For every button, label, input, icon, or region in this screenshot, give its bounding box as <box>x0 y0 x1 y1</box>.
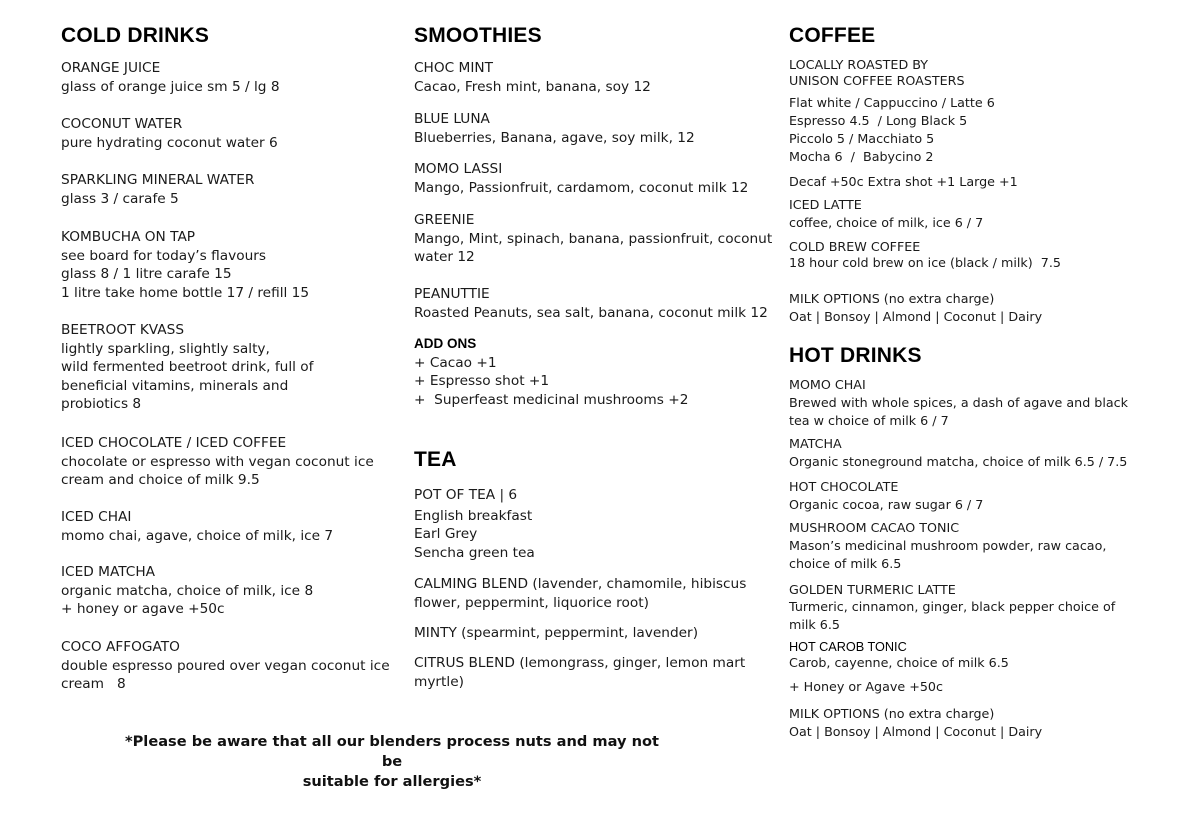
hot-drinks-heading: HOT DRINKS <box>789 344 922 367</box>
item-desc: 18 hour cold brew on ice (black / milk) 7.5 <box>789 255 1061 270</box>
menu-item-golden-turmeric-latte <box>789 582 1129 634</box>
item-desc: lightly sparkling, slightly salty, <box>61 340 270 357</box>
menu-item-peanuttie <box>414 285 769 322</box>
item-name: ICED LATTE <box>789 197 862 212</box>
item-desc: CALMING BLEND (lavender, chamomile, hibiscus <box>414 576 747 592</box>
item-desc: MINTY (spearmint, peppermint, lavender) <box>414 625 699 641</box>
menu-item-iced-matcha <box>61 563 396 619</box>
item-desc: double espresso poured over vegan coconut ice <box>61 657 390 674</box>
coffee-milk-options <box>789 290 1129 326</box>
coffee-extras-line: Decaf +50c Extra shot +1 Large +1 <box>789 174 1018 189</box>
menu-item-calming-blend <box>414 575 769 612</box>
menu-item-beetroot-kvass <box>61 321 396 414</box>
item-name: MATCHA <box>789 436 842 451</box>
item-desc: CITRUS BLEND (lemongrass, ginger, lemon mart <box>414 655 746 671</box>
item-name: ORANGE JUICE <box>61 60 161 76</box>
item-desc: English breakfast <box>414 507 533 524</box>
menu-item-citrus-blend <box>414 654 769 691</box>
item-desc: pure hydrating coconut water 6 <box>61 134 278 151</box>
item-name: MOMO LASSI <box>414 161 503 177</box>
item-name: CHOC MINT <box>414 60 493 76</box>
item-name: GREENIE <box>414 212 475 228</box>
allergy-notice-line: *Please be aware that all our blenders process nuts and may not be <box>124 733 659 770</box>
add-ons-heading: ADD ONS <box>414 336 477 351</box>
item-desc: glass 8 / 1 litre carafe 15 <box>61 266 232 283</box>
item-desc: Mango, Passionfruit, cardamom, coconut milk 12 <box>414 179 749 196</box>
hot-drinks-honey-addon <box>789 678 1129 696</box>
item-desc: myrtle) <box>414 673 464 690</box>
item-desc: choice of milk 6.5 <box>789 556 902 571</box>
menu-item-hot-carob-tonic <box>789 639 1129 671</box>
menu-item-cold-brew <box>789 239 1129 271</box>
add-on-item: + Espresso shot +1 <box>414 373 550 390</box>
item-desc: cream 8 <box>61 676 126 693</box>
menu-item-sparkling-water <box>61 171 396 208</box>
menu-item-choc-mint <box>414 59 769 96</box>
menu-item-kombucha <box>61 228 396 302</box>
coffee-price-line: Mocha 6 / Babycino 2 <box>789 149 934 164</box>
coffee-roaster <box>789 57 1129 89</box>
item-name: HOT CAROB TONIC <box>789 640 907 654</box>
item-desc: organic matcha, choice of milk, ice 8 <box>61 582 314 599</box>
menu-item-minty <box>414 624 769 643</box>
item-desc: Blueberries, Banana, agave, soy milk, 12 <box>414 129 695 146</box>
menu-item-momo-lassi <box>414 160 769 197</box>
menu-item-iced-chai <box>61 508 396 545</box>
hot-drinks-milk-options <box>789 705 1129 741</box>
item-name: PEANUTTIE <box>414 286 490 302</box>
menu-item-momo-chai <box>789 376 1129 430</box>
honey-addon-line: + Honey or Agave +50c <box>789 679 943 694</box>
item-desc: tea w choice of milk 6 / 7 <box>789 413 949 428</box>
item-desc: Earl Grey <box>414 526 478 543</box>
menu-item-iced-latte <box>789 196 1129 232</box>
item-desc: beneficial vitamins, minerals and <box>61 377 289 394</box>
item-name: ICED CHOCOLATE / ICED COFFEE <box>61 435 287 451</box>
item-desc: wild fermented beetroot drink, full of <box>61 359 314 376</box>
allergy-notice-line: suitable for allergies* <box>302 773 482 790</box>
item-name: BLUE LUNA <box>414 111 490 127</box>
milk-options-list: Oat | Bonsoy | Almond | Coconut | Dairy <box>789 309 1043 324</box>
coffee-price-line: Espresso 4.5 / Long Black 5 <box>789 113 968 128</box>
allergy-notice <box>118 732 666 792</box>
menu-item-blue-luna <box>414 110 769 147</box>
roaster-line: UNISON COFFEE ROASTERS <box>789 73 965 88</box>
menu-item-iced-chocolate-coffee <box>61 434 396 490</box>
item-desc: probiotics 8 <box>61 396 142 413</box>
item-name: COLD BREW COFFEE <box>789 239 921 254</box>
menu-item-hot-chocolate <box>789 478 1129 514</box>
item-name: ICED CHAI <box>61 509 132 525</box>
coffee-extras <box>789 173 1129 191</box>
menu-item-orange-juice <box>61 59 396 96</box>
item-desc: Organic stoneground matcha, choice of milk 6.5 / 7.5 <box>789 454 1128 469</box>
item-desc: flower, peppermint, liquorice root) <box>414 594 649 611</box>
item-name: MUSHROOM CACAO TONIC <box>789 520 960 535</box>
item-desc: + honey or agave +50c <box>61 601 225 618</box>
item-name: KOMBUCHA ON TAP <box>61 229 196 245</box>
item-desc: coffee, choice of milk, ice 6 / 7 <box>789 215 984 230</box>
item-name: HOT CHOCOLATE <box>789 479 899 494</box>
item-desc: Sencha green tea <box>414 544 535 561</box>
add-ons-section <box>414 335 769 409</box>
menu-item-greenie <box>414 211 773 267</box>
menu-item-coconut-water <box>61 115 396 152</box>
item-desc: milk 6.5 <box>789 617 840 632</box>
menu-item-matcha <box>789 435 1129 471</box>
item-name: COCO AFFOGATO <box>61 639 180 655</box>
item-desc: glass of orange juice sm 5 / lg 8 <box>61 78 280 95</box>
cold-drinks-heading: COLD DRINKS <box>61 24 210 47</box>
add-on-item: + Superfeast medicinal mushrooms +2 <box>414 391 689 408</box>
item-desc: Mason’s medicinal mushroom powder, raw cacao, <box>789 538 1107 553</box>
milk-options-title: MILK OPTIONS (no extra charge) <box>789 706 995 721</box>
item-desc: Organic cocoa, raw sugar 6 / 7 <box>789 497 984 512</box>
smoothies-heading: SMOOTHIES <box>414 24 542 47</box>
item-name: GOLDEN TURMERIC LATTE <box>789 582 956 597</box>
item-name: MOMO CHAI <box>789 377 866 392</box>
item-desc: water 12 <box>414 249 475 266</box>
item-desc: Mango, Mint, spinach, banana, passionfruit, coconut <box>414 230 773 247</box>
menu-item-mushroom-cacao-tonic <box>789 519 1129 573</box>
menu-item-coco-affogato <box>61 638 396 694</box>
item-desc: momo chai, agave, choice of milk, ice 7 <box>61 527 334 544</box>
item-name: POT OF TEA | 6 <box>414 487 518 503</box>
item-name: ICED MATCHA <box>61 564 156 580</box>
coffee-price-line: Flat white / Cappuccino / Latte 6 <box>789 95 995 110</box>
tea-heading: TEA <box>414 448 457 471</box>
milk-options-title: MILK OPTIONS (no extra charge) <box>789 291 995 306</box>
item-desc: Cacao, Fresh mint, banana, soy 12 <box>414 78 651 95</box>
item-desc: glass 3 / carafe 5 <box>61 190 179 207</box>
menu-item-pot-of-tea <box>414 486 769 562</box>
add-on-item: + Cacao +1 <box>414 354 497 371</box>
coffee-heading: COFFEE <box>789 24 876 47</box>
item-desc: Turmeric, cinnamon, ginger, black pepper choice of <box>789 599 1116 614</box>
item-desc: see board for today’s flavours <box>61 247 267 264</box>
item-desc: chocolate or espresso with vegan coconut ice <box>61 453 374 470</box>
item-desc: Carob, cayenne, choice of milk 6.5 <box>789 655 1009 670</box>
coffee-price-line: Piccolo 5 / Macchiato 5 <box>789 131 935 146</box>
item-desc: Brewed with whole spices, a dash of agave and black <box>789 395 1128 410</box>
milk-options-list: Oat | Bonsoy | Almond | Coconut | Dairy <box>789 724 1043 739</box>
item-desc: 1 litre take home bottle 17 / refill 15 <box>61 284 310 301</box>
item-desc: Roasted Peanuts, sea salt, banana, coconut milk 12 <box>414 304 768 321</box>
item-desc: cream and choice of milk 9.5 <box>61 472 260 489</box>
item-name: SPARKLING MINERAL WATER <box>61 172 255 188</box>
coffee-prices <box>789 94 1129 166</box>
roaster-line: LOCALLY ROASTED BY <box>789 57 929 72</box>
item-name: BEETROOT KVASS <box>61 322 185 338</box>
item-name: COCONUT WATER <box>61 116 183 132</box>
